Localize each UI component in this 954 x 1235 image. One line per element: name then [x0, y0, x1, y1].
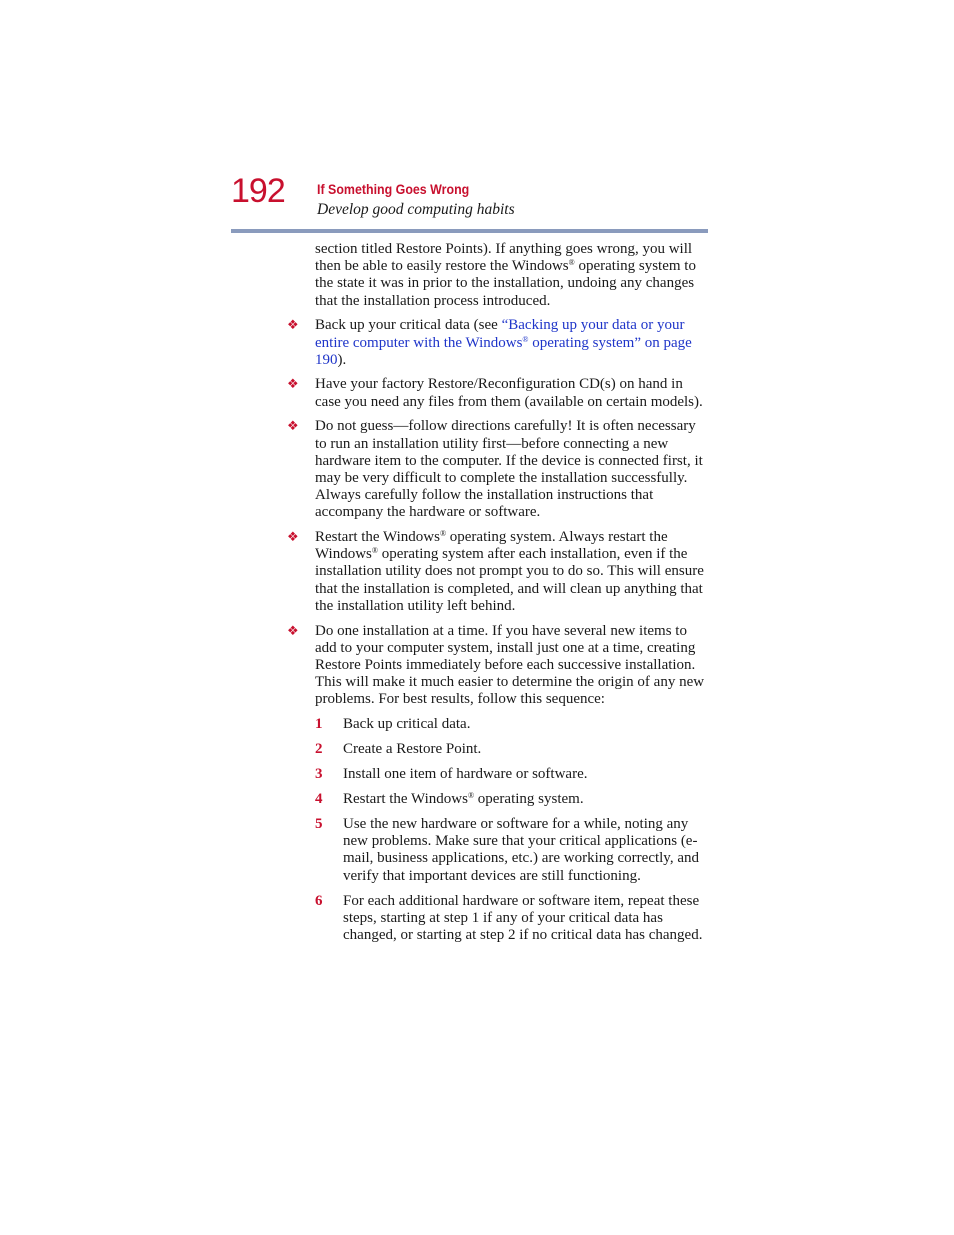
registered-mark: ®	[371, 546, 378, 556]
step-item	[315, 716, 710, 733]
section-title: Develop good computing habits	[317, 201, 515, 218]
page-number: 192	[231, 172, 285, 210]
bullet-do-not-guess	[287, 418, 710, 521]
link-text-1: “Backing up your data or your entire computer with the Windows	[315, 317, 685, 351]
step-text-1: Restart the Windows	[343, 791, 468, 808]
header-rule	[231, 229, 708, 233]
registered-mark: ®	[522, 334, 529, 344]
bullet-text: Have your factory Restore/Reconfiguration CD(s) on hand in case you need any files from them (available on certain models).	[315, 376, 703, 410]
intro-text-1: section titled Restore Points). If anything goes wrong, you will then be able to easily restore the Windows	[315, 241, 693, 275]
step-item	[315, 892, 710, 945]
step-number: 5	[315, 816, 323, 833]
step-text-2: operating system.	[474, 791, 584, 808]
step-number: 3	[315, 766, 323, 783]
step-item	[315, 741, 710, 758]
bullet-backup-data	[287, 317, 710, 369]
bullet-text-end: ).	[337, 351, 347, 368]
bullet-text-3: operating system after each installation, even if the installation utility does not prompt you to do so. This will ensure that the installation is completed, and will clean up anything that the installation utility left behind.	[315, 546, 704, 614]
step-item	[315, 816, 710, 885]
step-text: Use the new hardware or software for a while, noting any new problems. Make sure that your critical applications (e-mail, business applications, etc.) are working correctly, and verify that important devices are still functioning.	[343, 816, 699, 884]
step-text: Back up critical data.	[343, 716, 471, 733]
bullet-restore-cd	[287, 376, 710, 410]
bullet-text-1: Restart the Windows	[315, 529, 440, 546]
registered-mark: ®	[568, 258, 575, 268]
bullet-restart-windows	[287, 529, 710, 615]
step-number: 6	[315, 892, 323, 909]
step-number: 2	[315, 741, 323, 758]
bullet-text: Do one installation at a time. If you have several new items to add to your computer system, install just one at a time, creating Restore Points immediately before each successive installation. This will make it much easier to determine the origin of any new problems. For best results, follow this sequence:	[315, 622, 705, 708]
link-text-2: operating system” on page 190	[315, 334, 692, 368]
intro-text-2: operating system to the state it was in prior to the installation, undoing any changes that the installation process introduced.	[315, 258, 696, 309]
bullet-marker-icon: ❖	[287, 419, 299, 435]
registered-mark: ®	[439, 529, 447, 539]
step-text: For each additional hardware or software item, repeat these steps, starting at step 1 if any of your critical data has changed, or starting at step 2 if no critical data has changed.	[343, 892, 703, 944]
bullet-text: Do not guess—follow directions carefully! It is often necessary to run an installation utility first—before connecting a new hardware item to the computer. If the device is connected first, it may be very difficult to complete the installation successfully. Always carefully follow the installation instructions that accompany the hardware or software.	[315, 418, 703, 521]
step-item	[315, 766, 710, 783]
step-number: 4	[315, 791, 323, 808]
bullet-one-installation	[287, 622, 710, 709]
step-text: Create a Restore Point.	[343, 741, 482, 758]
registered-mark: ®	[467, 791, 475, 801]
step-item	[315, 791, 710, 808]
intro-paragraph	[315, 241, 710, 310]
bullet-text-2: operating system. Always restart the Windows	[315, 529, 668, 563]
step-list	[315, 716, 710, 944]
page-body	[287, 241, 710, 952]
bullet-text: Back up your critical data (see	[315, 317, 502, 334]
step-number: 1	[315, 716, 323, 733]
bullet-marker-icon: ❖	[287, 377, 299, 393]
chapter-title: If Something Goes Wrong	[317, 182, 470, 197]
bullet-marker-icon: ❖	[287, 318, 299, 334]
step-text: Install one item of hardware or software.	[343, 766, 588, 783]
bullet-marker-icon: ❖	[287, 530, 299, 546]
bullet-marker-icon: ❖	[287, 623, 299, 639]
